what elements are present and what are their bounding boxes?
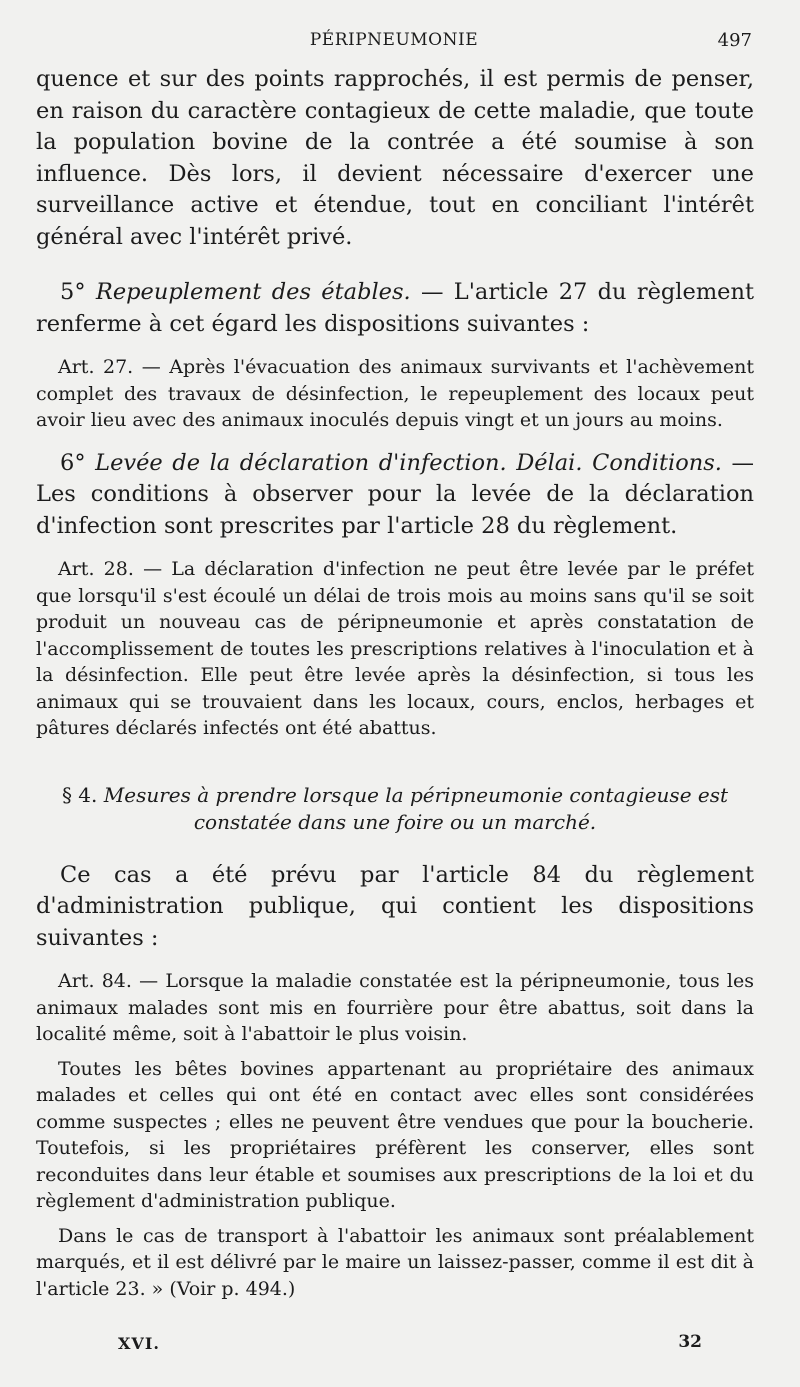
paragraph-continuation: quence et sur des points rapprochés, il est permis de penser, en raison du caractère contagieux de cette maladie, que toute la population bovine de la contrée a été soumise à son influence. Dès lors, il devient nécessaire d'exercer une surveillance active et étendue, tout en conciliant l'intérêt général avec l'intérêt privé. <box>36 66 754 250</box>
page-body <box>36 64 754 1302</box>
page-number: 497 <box>717 30 752 51</box>
paragraph-foire: Ce cas a été prévu par l'article 84 du règlement d'administration publique, qui contient les dispositions suivantes : <box>36 861 754 951</box>
article-84-first: Art. 84. — Lorsque la maladie constatée est la péripneumonie, tous les animaux malades sont mis en fourrière pour être abattus, soit dans la localité même, soit à l'abattoir le plus voisin. <box>36 970 754 1045</box>
item-text: — L'article 27 du règlement renferme à cet égard les dispositions suivantes : <box>36 279 755 337</box>
item-number: 6° <box>60 449 96 476</box>
signature-mark: XVI. <box>118 1334 160 1353</box>
article-28: Art. 28. — La déclaration d'infection ne peut être levée par le préfet que lorsqu'il s'est écoulé un délai de trois mois au moins sans qu'il se soit produit un nouveau cas de péripneumonie et après constatation de l'accomplissement de toutes les prescriptions relatives à l'inoculation et à la désinfection. Elle peut être levée après la désinfection, si tous les animaux qui se trouvaient dans les locaux, cours, enclos, herbages et pâtures déclarés infectés ont été abattus. <box>36 558 754 739</box>
item-title: Levée de la déclaration d'infection. Délai. Conditions. <box>95 449 722 476</box>
page-header <box>36 30 752 60</box>
paragraph-repeuplement <box>36 277 754 340</box>
signature-number: 32 <box>678 1332 702 1352</box>
section-heading <box>36 782 754 836</box>
article-84-second: Toutes les bêtes bovines appartenant au propriétaire des animaux malades et celles qui ont été en contact avec elles sont considérées comme suspectes ; elles ne peuvent être vendues que pour la boucherie. Toutefois, si les propriétaires préfèrent les conserver, elles sont reconduites dans leur étable et soumises aux prescriptions de la loi et du règlement d'administration publique. <box>36 1057 754 1212</box>
article-27: Art. 27. — Après l'évacuation des animaux survivants et l'achèvement complet des travaux de désinfection, le repeuplement des locaux peut avoir lieu avec des animaux inoculés depuis vingt et un jours au moins. <box>36 356 754 431</box>
item-number: 5° <box>60 279 96 305</box>
section-number: § 4. <box>61 782 104 807</box>
item-title: Repeuplement des étables. <box>95 279 411 305</box>
item-text: — Les conditions à observer pour la levée de la déclaration d'infection sont prescrites par l'article 28 du règlement. <box>36 449 755 539</box>
article-84-third: Dans le cas de transport à l'abattoir les animaux sont préalablement marqués, et il est délivré par le maire un laissez-passer, comme il est dit à l'article 23. » (Voir p. 494.) <box>36 1224 754 1300</box>
section-title: Mesures à prendre lorsque la péripneumonie contagieuse est constatée dans une foire ou un marché. <box>103 782 729 834</box>
paragraph-levee <box>36 448 754 543</box>
running-title: PÉRIPNEUMONIE <box>309 30 479 50</box>
